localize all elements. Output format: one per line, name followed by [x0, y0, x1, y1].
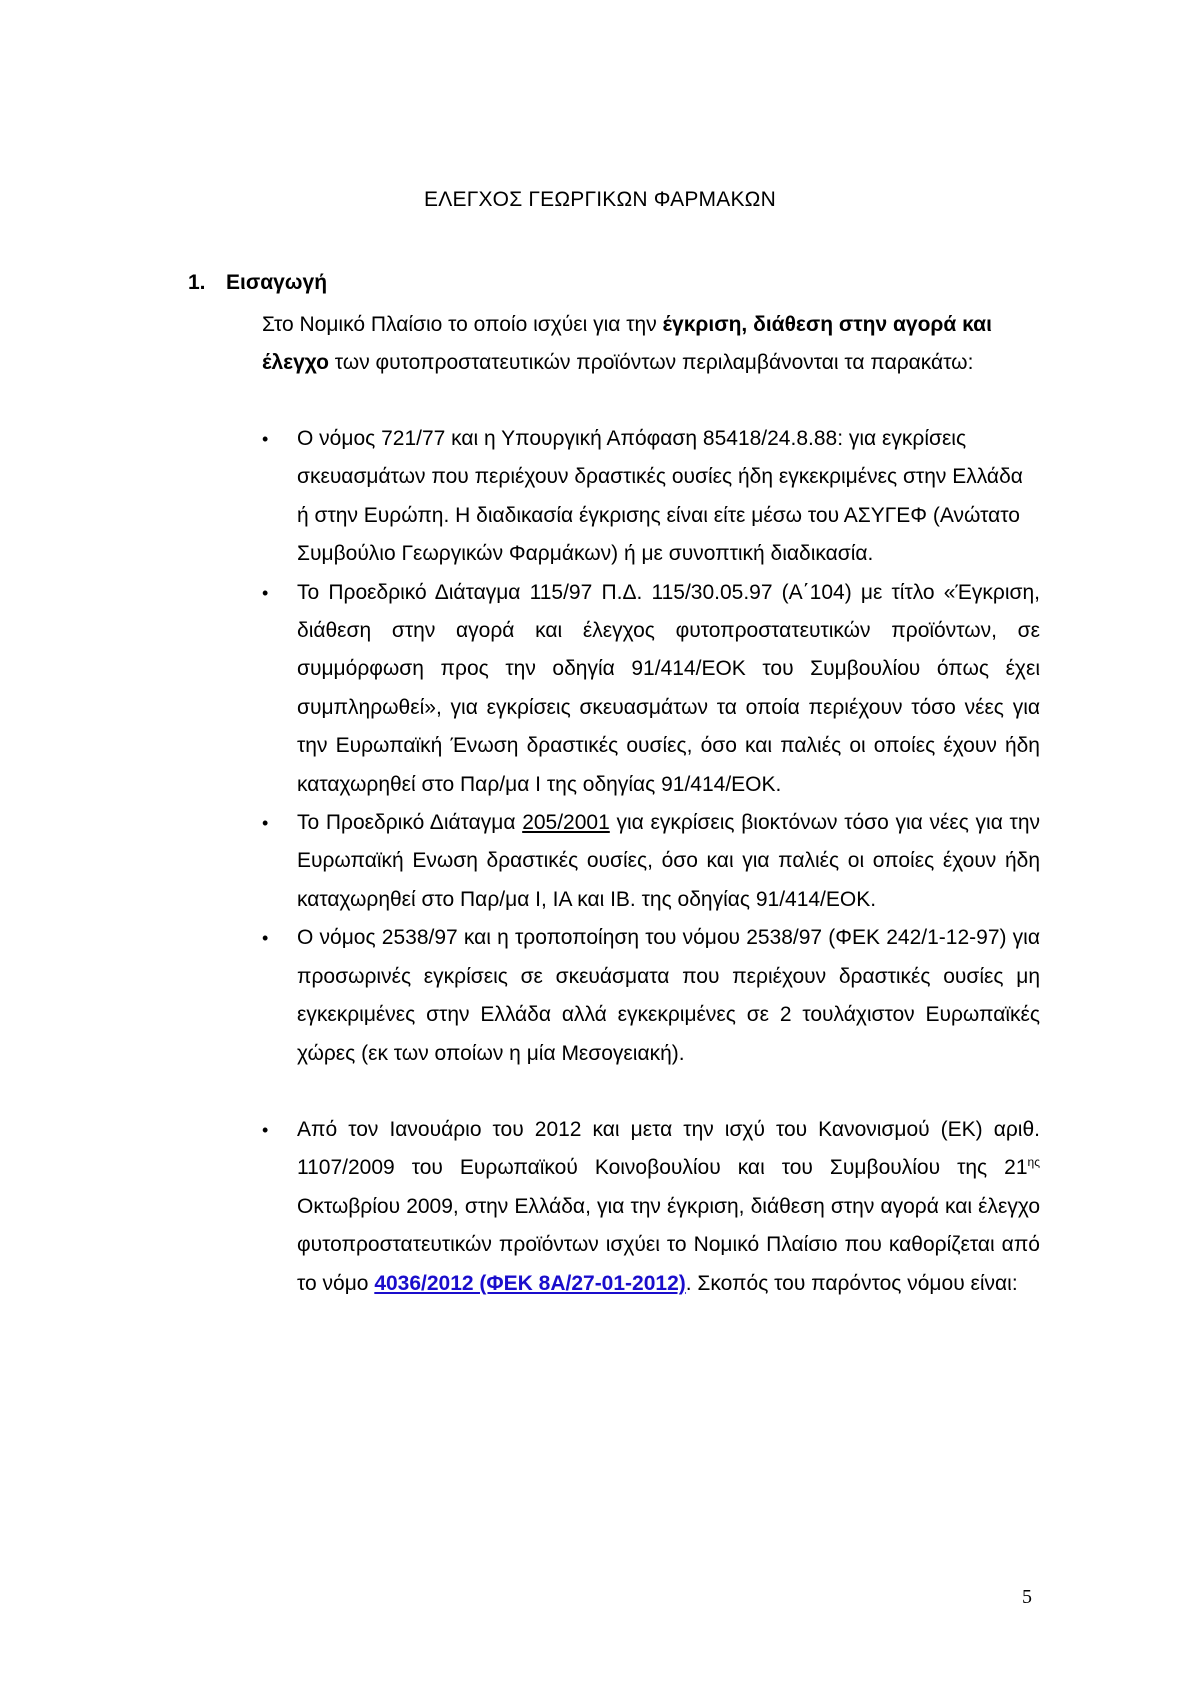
law-link[interactable]: 4036/2012 (ΦΕΚ 8Α/27-01-2012) — [374, 1271, 686, 1295]
decree-reference: 205/2001 — [522, 811, 610, 835]
list-item-text-end: . Σκοπός του παρόντος νόμου είναι: — [685, 1271, 1018, 1295]
section-heading — [188, 271, 327, 295]
legal-framework-list — [262, 420, 1040, 1303]
bullet-icon: • — [262, 582, 269, 603]
bullet-icon: • — [262, 928, 269, 949]
section-number: 1. — [188, 271, 206, 294]
document-title: ΕΛΕΓΧΟΣ ΓΕΩΡΓΙΚΩΝ ΦΑΡΜΑΚΩΝ — [424, 188, 776, 211]
superscript-text: ης — [1027, 1155, 1040, 1170]
list-item-text: Το Προεδρικό Διάταγμα 115/97 Π.Δ. 115/30.05.97 (Α΄104) με τίτλο «Έγκριση, διάθεση στην αγορά και έλεγχος φυτοπροστατευτικών προϊόντων, σε συμμόρφωση προς την οδηγία 91/414/ΕΟΚ του Συμβουλίου όπως έχει συμπληρωθεί», για εγκρίσεις σκευασμάτων τα οποία περιέχουν τόσο νέες για την Ευρωπαϊκή Ένωση δραστικές ουσίες, όσο και παλιές οι οποίες έχουν ήδη καταχωρηθεί στο Παρ/μα Ι της οδηγίας 91/414/ΕΟΚ. — [297, 580, 1040, 796]
list-item — [262, 1111, 1040, 1303]
list-item-text: Το Προεδρικό Διάταγμα — [297, 811, 523, 835]
page-number: 5 — [1022, 1586, 1032, 1608]
section-title: Εισαγωγή — [226, 271, 328, 294]
list-item — [262, 919, 1040, 1073]
bullet-icon: • — [262, 813, 269, 834]
list-item-text: Ο νόμος 2538/97 και η τροποποίηση του νόμου 2538/97 (ΦΕΚ 242/1-12-97) για προσωρινές εγκρίσεις σε σκευάσματα που περιέχουν δραστικές ουσίες μη εγκεκριμένες στην Ελλάδα αλλά εγκεκριμένες σε 2 τουλάχιστον Ευρωπαϊκές χώρες (εκ των οποίων η μία Μεσογειακή). — [297, 926, 1040, 1065]
list-item-text: Από τον Ιανουάριο του 2012 και μετα την ισχύ του Κανονισμού (ΕΚ) αριθ. 1107/2009 του Ευρωπαϊκού Κοινοβουλίου και του Συμβουλίου της 21 — [297, 1117, 1040, 1180]
intro-bold-text: έγκριση, διάθεση στην αγορά και έλεγχο — [262, 313, 992, 374]
list-item-text-middle: Οκτωβρίου 2009, στην Ελλάδα, για την έγκριση, διάθεση στην αγορά και έλεγχο φυτοπροστατευτικών προϊόντων ισχύει το Νομικό Πλαίσιο που καθορίζεται από το νόμο — [297, 1194, 1040, 1295]
intro-paragraph — [262, 306, 1037, 382]
bullet-icon: • — [262, 1119, 269, 1140]
list-item — [262, 420, 1040, 574]
intro-text: Στο Νομικό Πλαίσιο το οποίο ισχύει για την — [262, 313, 663, 336]
list-item-text-end: για εγκρίσεις βιοκτόνων τόσο για νέες για την Ευρωπαϊκή Ενωση δραστικές ουσίες, όσο και για παλιές οι οποίες έχουν ήδη καταχωρηθεί στο Παρ/μα Ι, ΙΑ και ΙΒ. της οδηγίας 91/414/ΕΟΚ. — [297, 811, 1040, 911]
list-item-text: Ο νόμος 721/77 και η Υπουργική Απόφαση 85418/24.8.88: για εγκρίσεις σκευασμάτων που περιέχουν δραστικές ουσίες ήδη εγκεκριμένες στην Ελλάδα ή στην Ευρώπη. Η διαδικασία έγκρισης είναι είτε μέσω του ΑΣΥΓΕΦ (Ανώτατο Συμβούλιο Γεωργικών Φαρμάκων) ή με συνοπτική διαδικασία. — [297, 427, 1023, 566]
bullet-icon: • — [262, 429, 269, 449]
intro-text-end: των φυτοπροστατευτικών προϊόντων περιλαμβάνονται τα παρακάτω: — [328, 351, 974, 374]
list-item — [262, 804, 1040, 919]
list-item — [262, 574, 1040, 804]
